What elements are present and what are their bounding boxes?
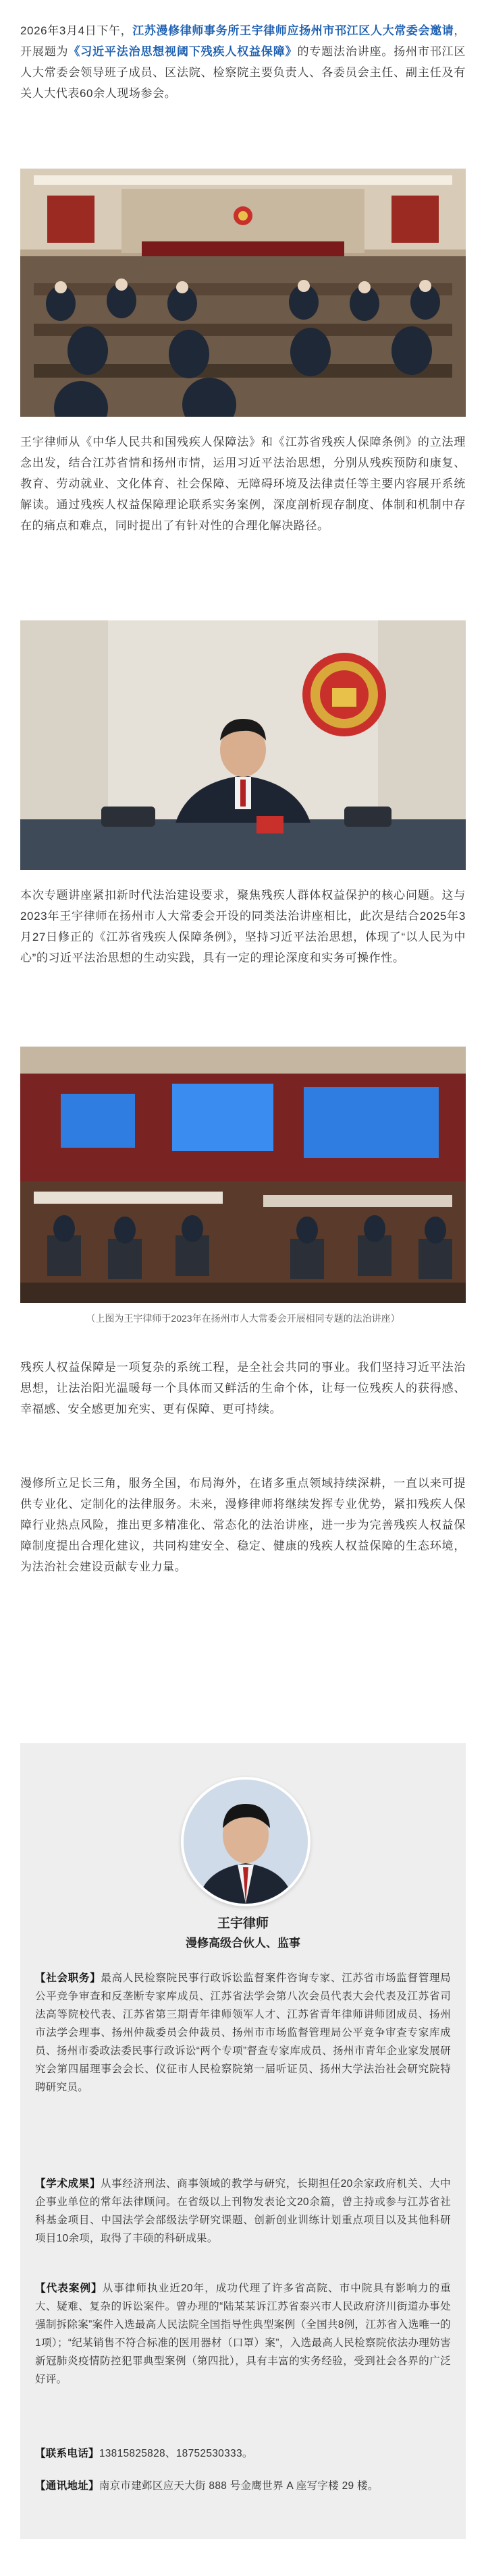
lecture-content-paragraph: 王宇律师从《中华人民共和国残疾人保障法》和《江苏省残疾人保障条例》的立法理念出发，结合江苏省情和扬州市情，运用习近平法治思想，分别从残疾预防和康复、教育、劳动就业、文化体育、社会保障、无障碍环境及法律责任等主要内容展开系统解读。通过残疾人权益保障理论联系实务案例，深度剖析现存制度、体制和机制中存在的痛点和难点，同时提出了有针对性的合理化解决路径。 xyxy=(20,436,466,532)
lawyer-avatar xyxy=(181,1777,310,1906)
closing-paragraph-2: 漫修所立足长三角，服务全国，布局海外，在诸多重点领域持续深耕，一直以来可提供专业化、定制化的法律服务。未来，漫修律师将继续发挥专业优势，紧扣残疾人保障行业热点风险，推出更多精准化、常态化的法治讲座，进一步为完善残疾人权益保障制度提出合理化建议，共同构建安全、稳定、健康的残疾人权益保障的生态环境，为法治社会建设贡献专业力量。 xyxy=(20,1477,466,1573)
address-section: 【通讯地址】南京市建邺区应天大街 888 号金鹰世界 A 座写字楼 29 楼。 xyxy=(35,2480,379,2492)
cases-section: 【代表案例】从事律师执业近20年，成功代理了许多省高院、市中院具有影响力的重大、疑难、复杂的诉讼案件。曾办理的“陆某某诉江苏省泰兴市人民政府济川街道办事处强制拆除案”案件入选最高人民法院全国指导性典型案例（全国共8例，江苏省入选唯一的1项）；“纪某销售不符合标准的医用器材（口罩）案”，入选最高人民检察院依法办理妨害新冠肺炎疫情防控犯罪典型案例（第四批），具有丰富的实务经验，受到社会各界的广泛好评。 xyxy=(35,2283,451,2385)
highlight-lecture-title: 《习近平法治思想视阈下残疾人权益保障》 xyxy=(68,45,298,58)
closing-paragraph-1: 残疾人权益保障是一项复杂的系统工程，是全社会共同的事业。我们坚持习近平法治思想，让法治阳光温暖每一个具体而又鲜活的生命个体，让每一位残疾人的获得感、幸福感、安全感更加充实、更有保障、更可持续。 xyxy=(20,1361,466,1415)
academic-section: 【学术成果】从事经济刑法、商事领域的教学与研究，长期担任20余家政府机关、大中企事业单位的常年法律顾问。在省级以上刊物发表论文20余篇，曾主持或参与江苏省社科基金项目、中国法学会部级法学研究课题、创新创业训练计划重点项目以及其他科研项目10余项，取得了丰硕的科研成果。 xyxy=(35,2178,451,2244)
phone-section: 【联系电话】13815825828、18752530333。 xyxy=(35,2448,253,2459)
photo-caption: （上图为王宇律师于2023年在扬州市人大常委会开展相同专题的法治讲座） xyxy=(86,1313,400,1324)
lawyer-title: 漫修高级合伙人、监事 xyxy=(186,1937,300,1950)
lecture-significance-paragraph: 本次专题讲座紧扣新时代法治建设要求，聚焦残疾人群体权益保护的核心问题。这与2023年王宇律师在扬州市人大常委会开设的同类法治讲座相比，此次是结合2025年3月27日修正的《江苏省残疾人保障条例》，坚持习近平法治思想，体现了“以人民为中心”的习近平法治思想的生动实践，具有一定的理论深度和实务可操作性。 xyxy=(20,889,466,964)
social-positions-section: 【社会职务】最高人民检察院民事行政诉讼监督案件咨询专家、江苏省市场监督管理局公平竞争审查和反垄断专家库成员、江苏省法学会第八次会员代表大会代表及江苏省司法高等院校代表、江苏省第三期青年律师领军人才、江苏省青年律师讲师团成员、扬州市法学会理事、扬州仲裁委员会仲裁员、扬州市市场监督管理局公平竞争审查专家库成员、扬州市委政法委民事行政诉讼“两个专项”督查专家库成员、扬州市青年企业家发展研究会第四届理事会会长、仪征市人民检察院第一届听证员、扬州大学法治社会研究院特聘研究员。 xyxy=(35,1972,451,2093)
photo-2023-lecture xyxy=(20,1047,466,1303)
lawyer-profile-card xyxy=(20,1743,466,2539)
intro-paragraph: 2026年3月4日下午，江苏漫修律师事务所王宇律师应扬州市邗江区人大常委会邀请，开展题为《习近平法治思想视阈下残疾人权益保障》的专题法治讲座。扬州市邗江区人大常委会领导班子成员、区法院、检察院主要负责人、各委员会主任、副主任及有关人大代表60余人现场参会。 xyxy=(20,24,466,100)
lawyer-name: 王宇律师 xyxy=(217,1916,269,1931)
photo-meeting-hall xyxy=(20,169,466,417)
photo-speaker xyxy=(20,620,466,870)
highlight-invitation: 江苏漫修律师事务所王宇律师应扬州市邗江区人大常委会邀请 xyxy=(132,24,454,37)
